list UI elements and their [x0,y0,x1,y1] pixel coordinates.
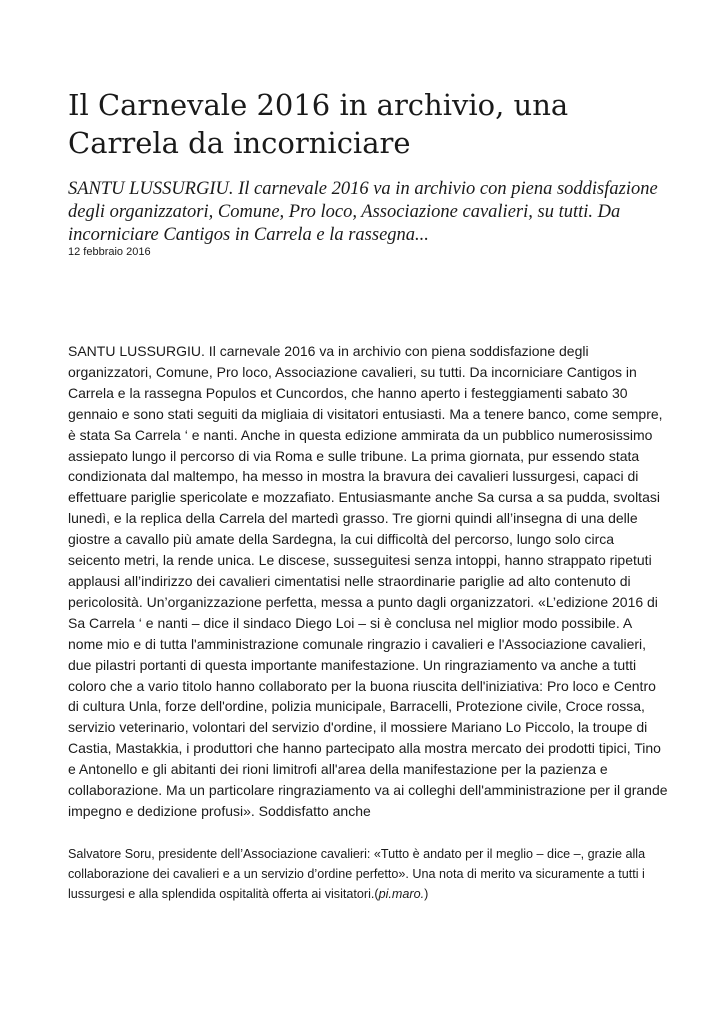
author-signature: pi.maro. [378,887,425,901]
article-tail-end: ) [424,887,429,901]
article-tail-text: Salvatore Soru, presidente dell’Associazione cavalieri: «Tutto è andato per il meglio – dice –, grazie alla collaborazione dei cavalieri e a un servizio d’ordine perfetto». Una nota di merito va sicuramente a tutti i lussurgesi e alla splendida ospitalità offerta ai visitatori.( [68,847,646,901]
article-body: SANTU LUSSURGIU. Il carnevale 2016 va in archivio con piena soddisfazione degli organizzatori, Comune, Pro loco, Associazione cavalieri, su tutti. Da incorniciare Cantigos in Carrela e la rassegna Populos et Cuncordos, che hanno aperto i festeggiamenti sabato 30 gennaio e sono stati seguiti da migliaia di visitatori entusiasti. Ma a tenere banco, come sempre, è stata Sa Carrela ‘ e nanti. Anche in questa edizione ammirata da un pubblico numerosissimo assiepato lungo il percorso di via Roma e sulle tribune. La prima giornata, pur essendo stata condizionata dal maltempo, ha messo in mostra la bravura dei cavalieri lussurgesi, capaci di effettuare pariglie spericolate e mozzafiato. Entusiasmante anche Sa cursa a sa pudda, svoltasi lunedì, e la replica della Carrela del martedì grasso. Tre giorni quindi all’insegna di una delle giostre a cavallo più amate della Sardegna, la cui difficoltà del percorso, lungo solo circa seicento metri, la rende unica. Le discese, susseguitesi senza intoppi, hanno strappato ripetuti applausi all’indirizzo dei cavalieri cimentatisi nelle straordinarie pariglie ad alto contenuto di pericolosità. Un’organizzazione perfetta, messa a punto dagli organizzatori. «L’edizione 2016 di Sa Carrela ‘ e nanti – dice il sindaco Diego Loi – si è conclusa nel miglior modo possibile. A nome mio e di tutta l'amministrazione comunale ringrazio i cavalieri e l'Associazione cavalieri, due pilastri portanti di questa importante manifestazione. Un ringraziamento va anche a tutti coloro che a vario titolo hanno collaborato per la buona riuscita dell'iniziativa: Pro loco e Centro di cultura Unla, forze dell'ordine, polizia municipale, Barracelli, Protezione civile, Croce rossa, servizio veterinario, volontari del servizio d'ordine, il mossiere Mariano Lo Piccolo, la troupe di Castia, Mastakkia, i produttori che hanno partecipato alla mostra mercato dei prodotti tipici, Tino e Antonello e gli abitanti dei rioni limitrofi all'area della manifestazione per la pazienza e collaborazione. Ma un particolare ringraziamento va ai colleghi dell'amministrazione per il grande impegno e dedizione profusi». Soddisfatto anche [68,343,668,819]
article-lead: SANTU LUSSURGIU. Il carnevale 2016 va in archivio con piena soddisfazione degli organizzatori, Comune, Pro loco, Associazione cavalieri, su tutti. Da incorniciare Cantigos in Carrela e la rassegna... [68,179,658,245]
article-date: 12 febbraio 2016 [68,246,151,258]
article-body-continued [68,844,668,904]
article-title: Il Carnevale 2016 in archivio, una Carrela da incorniciare [68,88,569,160]
